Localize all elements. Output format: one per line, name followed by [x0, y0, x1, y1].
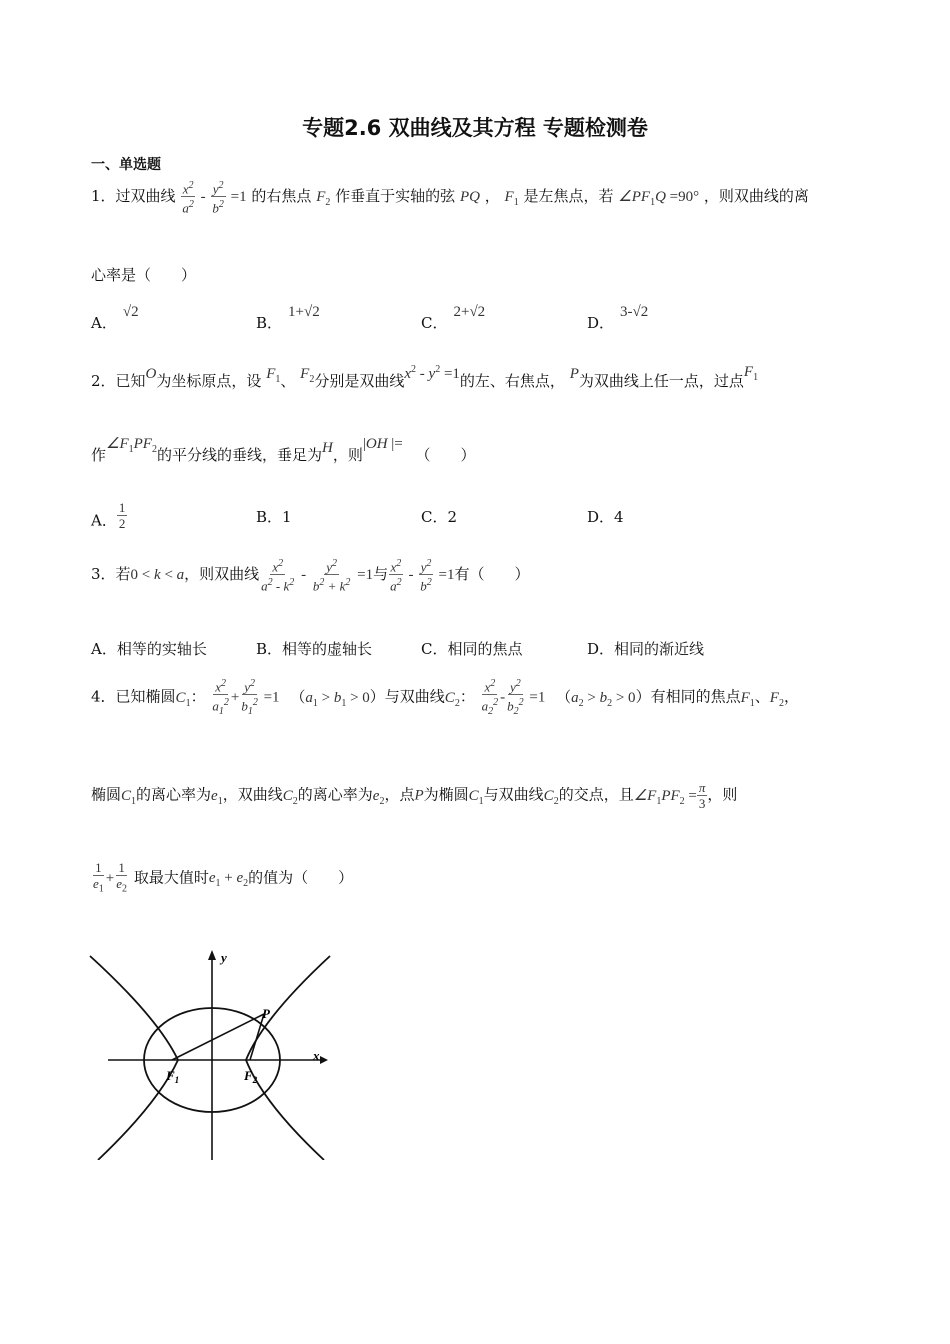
q2-text-7: ，则 — [332, 446, 363, 464]
q4-math-cond1: $a_1 > b_1 > 0$ — [305, 689, 370, 709]
q2-option-b[interactable]: B．1 — [256, 508, 292, 526]
q4-l3-text-b: 的值为（ ） — [248, 868, 354, 887]
point-p-label: P — [262, 1006, 270, 1021]
q4-l2-e2: $e_2$ — [372, 787, 385, 807]
q4-l2-text-i: ，则 — [707, 785, 738, 804]
q4-l2-text-b: 的离心率为 — [136, 785, 212, 804]
q4-math-f1: $F_1$ — [740, 689, 755, 709]
q1-line-2: 心率是（ ） — [91, 266, 197, 284]
q4-l2-text-e: ，点 — [384, 785, 415, 804]
q4-math-f2: $F_2$ — [769, 689, 784, 709]
q4-number: 4．已知椭圆 — [91, 687, 176, 706]
q4-math-c1: $C_1$ — [175, 689, 191, 709]
focus-f1-sub: 1 — [174, 1075, 180, 1085]
focus-f1-label — [165, 1068, 179, 1085]
q2-math-h: H — [321, 440, 333, 456]
q2-line-2 — [91, 436, 476, 472]
q4-l3-sum: $e_1 + e_2$ — [208, 870, 249, 890]
q1-formula-y-term: $\frac{y^2}{b^2}$ — [212, 180, 224, 216]
q4-text-6: ）有相同的焦点 — [635, 687, 741, 706]
q3-option-d[interactable]: D．相同的渐近线 — [587, 640, 705, 658]
q4-l2-c2b: $C_2$ — [543, 787, 559, 807]
q4-l3-text-a: 取最大值时 — [133, 868, 209, 887]
q3-text-2: 与 — [373, 564, 389, 583]
q2-math-oh: |OH |= — [362, 436, 403, 452]
q4-l2-e1: $e_1$ — [211, 787, 223, 807]
q1-option-a-label: A． — [91, 314, 117, 332]
q1-option-c-label: C． — [421, 314, 448, 332]
q3-math-cond: 0 < k < a — [130, 566, 185, 583]
q1-option-d-value: 3-√2 — [620, 304, 649, 320]
q2-option-a[interactable] — [91, 500, 127, 537]
focus-f2-label — [243, 1068, 258, 1085]
q1-option-a[interactable] — [91, 304, 139, 333]
x-axis-arrow — [320, 1056, 328, 1064]
q3-option-a[interactable]: A．相等的实轴长 — [91, 640, 207, 658]
q4-text-2: （ — [290, 687, 306, 706]
question-4: 4．已知椭圆$C_1$： $\frac{x^2}{a_1^2}$ + $\frac{y^2}{b_1^2}$ =1 $(a_1 > b_1 > 0)$与双曲线$C_2$： $\frac{x^2}{a_2^2}$ - $\frac{y^2}{b_2^2}$ =1 $(a_2 > b_2 > 0)$有相同的焦点$F_1$、$F_2$， — [91, 678, 799, 718]
question-1: 1．过双曲线 $\frac{x^2}{a^2}$ - $\frac{y^2}{b^2}$ =1 的右焦点 $F_2$ 作垂直于实轴的弦 PQ ， $F_1$ 是左焦点，若 $\angle PF_1Q =90^\circ$ ，则双曲线的离 — [91, 180, 809, 216]
q2-math-hyperbola: $x^2 - y^2 =1$ — [404, 364, 460, 382]
q4-math-c2: $C_2$ — [444, 689, 460, 709]
q2-text-1: 为坐标原点，设 — [156, 372, 262, 390]
q4-text-3: ）与双曲线 — [369, 687, 445, 706]
q4-l2-text-f: 为椭圆 — [423, 785, 469, 804]
q3-number: 3．若 — [91, 564, 131, 583]
q4-formula-hyperbola-x: $\frac{x^2}{a_2^2}$ — [481, 678, 499, 718]
q3-formula-1-x: $\frac{x^2}{a^2 - k^2}$ — [261, 558, 295, 594]
q2-number: 2．已知 — [91, 372, 146, 390]
y-axis-label: y — [221, 950, 227, 965]
y-axis-arrow — [208, 950, 216, 960]
q4-l2-text-a: 椭圆 — [91, 785, 122, 804]
q4-l3-frac-e2: $\frac{1}{e_2}$ — [116, 860, 128, 895]
q2-option-a-label: A． — [91, 511, 117, 530]
q1-text-4: 是左焦点，若 — [523, 186, 614, 205]
q4-l3-frac-e1: $\frac{1}{e_1}$ — [93, 860, 104, 895]
q4-l2-c1b: $C_1$ — [468, 787, 484, 807]
q4-l2-p: P — [414, 787, 424, 804]
q3-formula-2-y: $\frac{y^2}{b^2}$ — [420, 558, 432, 594]
q1-option-a-value: √2 — [122, 304, 139, 320]
q4-l2-text-c: ，双曲线 — [222, 785, 283, 804]
q2-text-6: 的平分线的垂线，垂足为 — [156, 446, 322, 464]
ellipse-hyperbola-figure — [88, 948, 338, 1160]
q4-l2-angle: $\angle F_1PF_2$ = — [633, 787, 697, 807]
q4-text-5: （ — [556, 687, 572, 706]
q2-text-8: （ ） — [415, 446, 476, 464]
q4-text-8: ， — [783, 687, 799, 706]
segment-pf1 — [172, 1014, 264, 1060]
q3-option-b[interactable]: B．相等的虚轴长 — [256, 640, 373, 658]
q4-text-4: ： — [459, 687, 475, 706]
q2-math-f1b: $F_1$ — [743, 364, 759, 383]
q2-text-4: 的左、右焦点， — [459, 372, 565, 390]
q1-option-b[interactable] — [256, 304, 320, 333]
q1-option-b-label: B． — [256, 314, 283, 332]
q2-math-f1: $F_1$ — [266, 366, 281, 385]
q4-l2-c1: $C_1$ — [121, 787, 137, 807]
q1-number: 1．过双曲线 — [91, 186, 176, 205]
q1-math-f2: $F_2$ — [316, 188, 331, 208]
q1-math-pq: PQ — [459, 188, 480, 205]
q4-line-3: $\frac{1}{e_1}$ + $\frac{1}{e_2}$ 取最大值时$e_1 + e_2$的值为（ ） — [93, 860, 354, 895]
q4-math-cond2: $a_2 > b_2 > 0$ — [571, 689, 636, 709]
q4-l2-text-h: 的交点，且 — [558, 785, 634, 804]
q1-option-c[interactable] — [421, 304, 486, 333]
section-heading: 一、单选题 — [91, 157, 161, 173]
q4-line-2 — [91, 780, 737, 812]
x-axis-label: x — [313, 1048, 320, 1063]
focus-f2-letter: F — [244, 1068, 253, 1083]
q2-text-2: 、 — [280, 372, 296, 390]
q1-option-d-label: D． — [587, 314, 615, 332]
q2-text-zuo: 作 — [91, 446, 107, 464]
q2-option-a-value: $\frac{1}{2}$ — [118, 500, 126, 531]
q1-math-f1: $F_1$ — [504, 188, 519, 208]
q3-option-c[interactable]: C．相同的焦点 — [421, 640, 523, 658]
q3-text-3: 有（ ） — [454, 564, 530, 583]
question-2 — [91, 364, 759, 398]
q1-text-2: 作垂直于实轴的弦 — [335, 186, 456, 205]
q3-formula-1-y: $\frac{y^2}{b^2 + k^2}$ — [312, 558, 351, 594]
q2-option-d[interactable]: D．4 — [587, 508, 624, 526]
q1-text-5: ，则双曲线的离 — [703, 186, 809, 205]
q3-formula-2-x: $\frac{x^2}{a^2}$ — [390, 558, 402, 594]
q1-formula-x-term: $\frac{x^2}{a^2}$ — [182, 180, 194, 216]
focus-f2-sub: 2 — [252, 1075, 258, 1085]
q2-option-c[interactable]: C．2 — [421, 508, 458, 526]
q2-math-p: P — [569, 366, 579, 382]
q1-option-b-value: 1+√2 — [288, 304, 320, 320]
q1-option-d[interactable] — [587, 304, 649, 333]
q4-formula-ellipse-x: $\frac{x^2}{a_1^2}$ — [212, 678, 229, 718]
q1-math-angle: $\angle PF_1Q =90^\circ$ — [618, 188, 700, 208]
q2-math-o: O — [145, 366, 157, 382]
q3-text-1: ，则双曲线 — [184, 564, 260, 583]
q1-text-3: ， — [484, 186, 500, 205]
hyperbola-left-branch — [90, 956, 178, 1160]
q2-math-angle: $\angle F_1PF_2$ — [106, 436, 157, 455]
question-3: 3．若0 < k < a，则双曲线 $\frac{x^2}{a^2 - k^2}$ - $\frac{y^2}{b^2 + k^2}$ =1与 $\frac{x^2}{a^2}$ - $\frac{y^2}{b^2}$ =1有（ ） — [91, 558, 530, 594]
q4-formula-ellipse-y: $\frac{y^2}{b_1^2}$ — [241, 678, 258, 718]
q4-l2-text-g: 与双曲线 — [483, 785, 544, 804]
focus-f1-letter: F — [166, 1068, 175, 1083]
q4-text-7: 、 — [754, 687, 770, 706]
q4-l2-c2: $C_2$ — [282, 787, 298, 807]
q4-formula-hyperbola-y: $\frac{y^2}{b_2^2}$ — [507, 678, 524, 718]
q4-l2-text-d: 的离心率为 — [297, 785, 373, 804]
page-title: 专题2.6 双曲线及其方程 专题检测卷 — [302, 116, 648, 140]
q2-math-f2: $F_2$ — [300, 366, 315, 385]
q2-text-5: 为双曲线上任一点，过点 — [578, 372, 744, 390]
q1-text-1: 的右焦点 — [251, 186, 312, 205]
q2-text-3: 分别是双曲线 — [314, 372, 405, 390]
q4-text-1: ： — [190, 687, 206, 706]
q1-option-c-value: 2+√2 — [453, 304, 486, 320]
q4-l2-frac-pi3: $\frac{\pi}{3}$ — [698, 780, 706, 811]
